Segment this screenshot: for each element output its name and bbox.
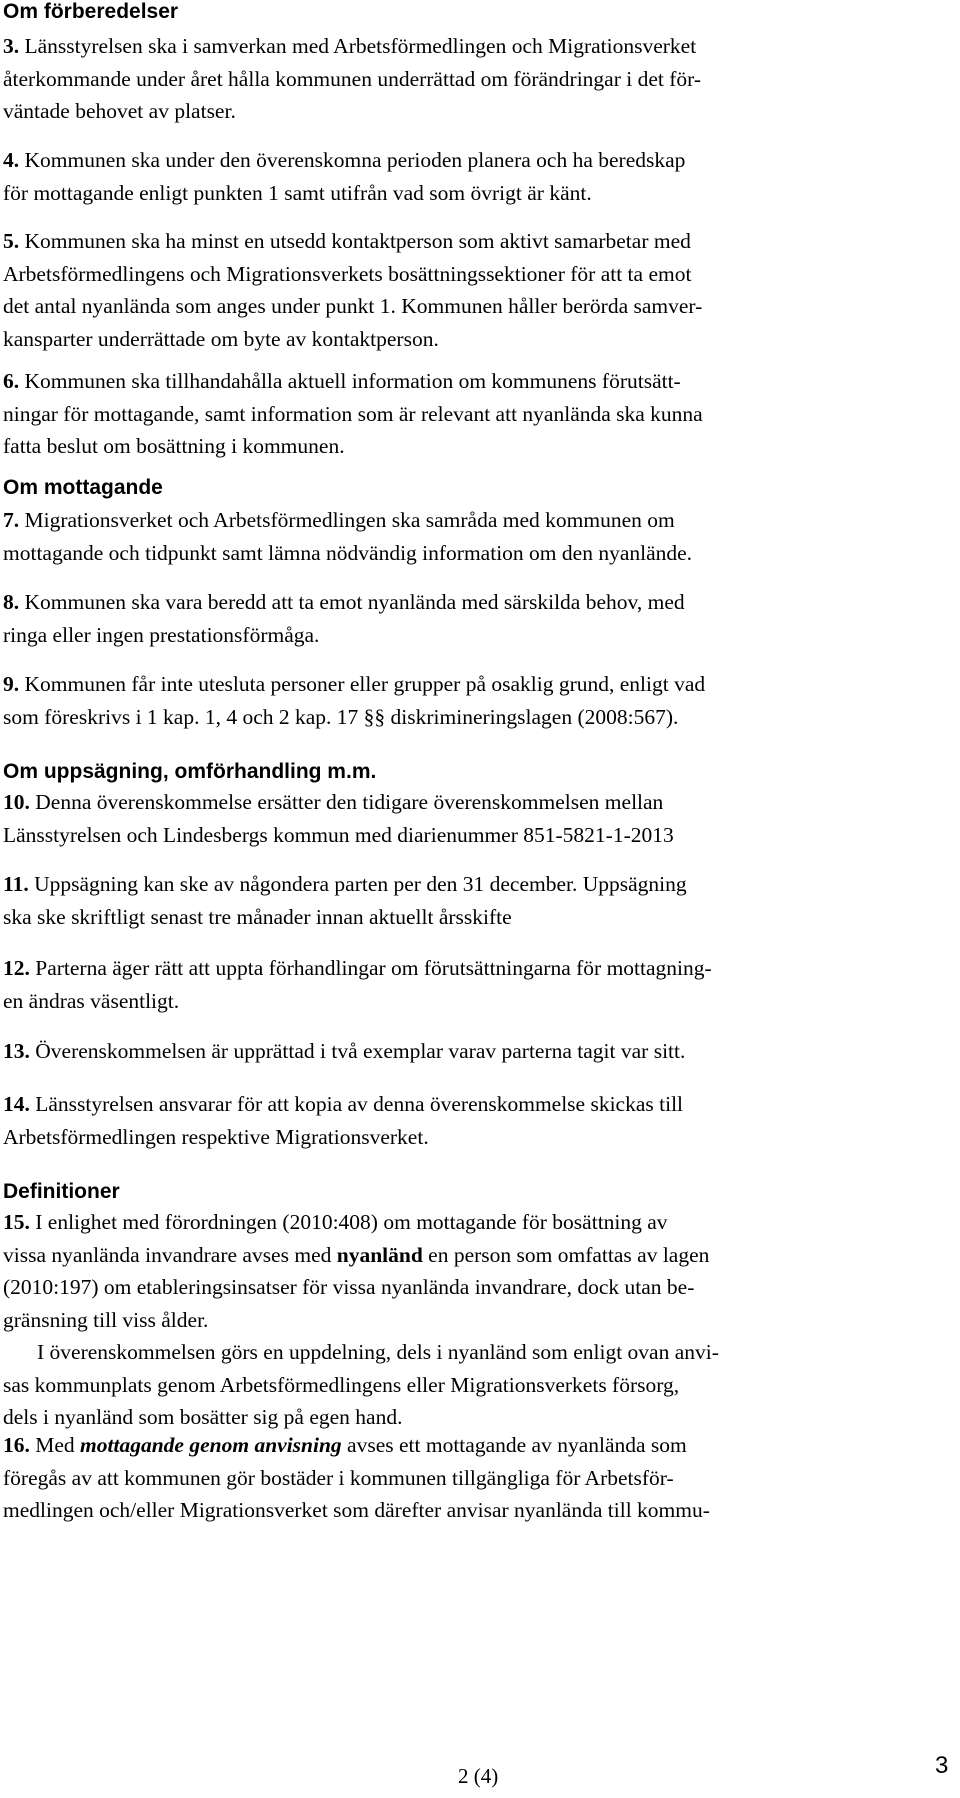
paragraph-15: 15. I enlighet med förordningen (2010:408) om mottagande för bosättning av vissa nyanlända invandrare avses med nyanländ en person som omfattas av lagen (2010:197) om etableringsinsatser för vissa nyanlända invandrare, dock utan be- gränsning till viss ålder. I överenskommelsen görs en uppdelning, dels i nyanländ som enligt ovan anvi- sas kommunplats genom Arbetsförmedlingens eller Migrationsverkets försorg, dels i nyanländ som bosätter sig på egen hand.	[3, 1210, 719, 1429]
paragraph-13: 13. Överenskommelsen är upprättad i två exemplar varav parterna tagit var sitt.	[3, 1039, 686, 1063]
heading-definitioner: Definitioner	[3, 1180, 120, 1203]
paragraph-6: 6. Kommunen ska tillhandahålla aktuell information om kommunens förutsätt- ningar för mottagande, samt information som är relevant att nyanlända ska kunna fatta beslut om bosättning i kommunen.	[3, 369, 703, 458]
paragraph-8: 8. Kommunen ska vara beredd att ta emot nyanlända med särskilda behov, med ringa eller ingen prestationsförmåga.	[3, 590, 685, 647]
paragraph-number: 9.	[3, 672, 20, 696]
paragraph-number: 8.	[3, 590, 20, 614]
term-mottagande-genom-anvisning: mottagande genom anvisning	[80, 1433, 342, 1457]
paragraph-number: 11.	[3, 872, 29, 896]
paragraph-number: 14.	[3, 1092, 30, 1116]
paragraph-5: 5. Kommunen ska ha minst en utsedd kontaktperson som aktivt samarbetar med Arbetsförmedlingens och Migrationsverkets bosättningssektioner för att ta emot det antal nyanlända som anges under punkt 1. Kommunen håller berörda samver- kansparter underrättade om byte av kontaktperson.	[3, 229, 703, 351]
heading-forberedelser: Om förberedelser	[3, 0, 179, 23]
paragraph-number: 3.	[3, 34, 20, 58]
page-number-label: 2 (4)	[458, 1764, 499, 1788]
paragraph-number: 10.	[3, 790, 30, 814]
paragraph-4: 4. Kommunen ska under den överenskomna perioden planera och ha beredskap för mottagande enligt punkten 1 samt utifrån vad som övrigt är känt.	[3, 148, 686, 205]
heading-uppsagning: Om uppsägning, omförhandling m.m.	[3, 760, 377, 783]
term-nyanland: nyanländ	[336, 1242, 423, 1267]
paragraph-number: 15.	[3, 1210, 30, 1234]
paragraph-number: 6.	[3, 369, 20, 393]
paragraph-3: 3. Länsstyrelsen ska i samverkan med Arbetsförmedlingen och Migrationsverket återkommande under året hålla kommunen underrättad om förändringar i det för- väntade behovet av platser.	[3, 34, 702, 123]
paragraph-number: 5.	[3, 229, 20, 253]
heading-mottagande: Om mottagande	[3, 476, 163, 499]
paragraph-number: 7.	[3, 508, 20, 532]
paragraph-7: 7. Migrationsverket och Arbetsförmedlingen ska samråda med kommunen om mottagande och tidpunkt samt lämna nödvändig information om den nyanlände.	[3, 508, 693, 565]
paragraph-16: 16. Med mottagande genom anvisning avses ett mottagande av nyanlända som föregås av att kommunen gör bostäder i kommunen tillgängliga för Arbetsför- medlingen och/eller Migrationsverket som därefter anvisar nyanlända till kommu-	[3, 1433, 710, 1522]
paragraph-12: 12. Parterna äger rätt att uppta förhandlingar om förutsättningarna för mottagning- en ändras väsentligt.	[3, 956, 712, 1013]
corner-page-number: 3	[935, 1752, 949, 1779]
paragraph-9: 9. Kommunen får inte utesluta personer eller grupper på osaklig grund, enligt vad som föreskrivs i 1 kap. 1, 4 och 2 kap. 17 §§ diskrimineringslagen (2008:567).	[3, 672, 706, 729]
paragraph-number: 4.	[3, 148, 20, 172]
paragraph-14: 14. Länsstyrelsen ansvarar för att kopia av denna överenskommelse skickas till Arbetsförmedlingen respektive Migrationsverket.	[3, 1092, 684, 1149]
paragraph-10: 10. Denna överenskommelse ersätter den tidigare överenskommelsen mellan Länsstyrelsen och Lindesbergs kommun med diarienummer 851-5821-1-2013	[3, 790, 674, 847]
paragraph-number: 12.	[3, 956, 30, 980]
paragraph-number: 13.	[3, 1039, 30, 1063]
paragraph-number: 16.	[3, 1433, 30, 1457]
paragraph-11: 11. Uppsägning kan ske av någondera parten per den 31 december. Uppsägning ska ske skriftligt senast tre månader innan aktuellt årsskifte	[3, 872, 687, 929]
